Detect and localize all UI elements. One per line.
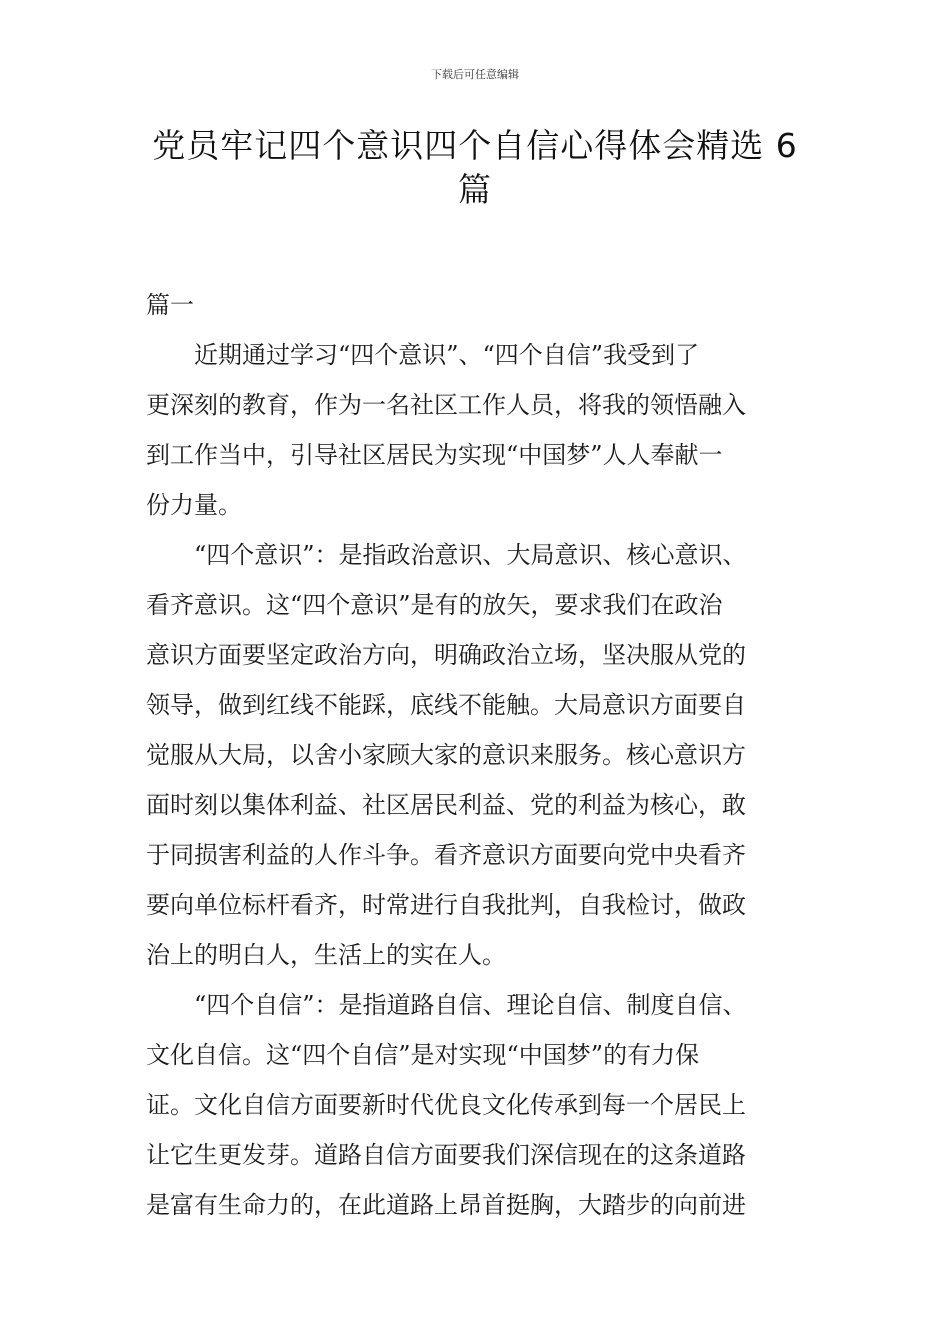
text-line: 于同损害利益的人作斗争。看齐意识方面要向党中央看齐 (146, 841, 746, 869)
section-label: 篇一 (146, 291, 194, 319)
text-line: 更深刻的教育，作为一名社区工作人员，将我的领悟融入 (146, 391, 746, 419)
text-line: 面时刻以集体利益、社区居民利益、党的利益为核心，敢 (146, 791, 746, 819)
text-line: 觉服从大局，以舍小家顾大家的意识来服务。核心意识方 (146, 741, 746, 769)
text-line: 让它生更发芽。道路自信方面要我们深信现在的这条道路 (146, 1141, 746, 1169)
text-line: 证。文化自信方面要新时代优良文化传承到每一个居民上 (146, 1091, 746, 1119)
text-line: 文化自信。这“四个自信”是对实现“中国梦”的有力保 (146, 1041, 700, 1069)
text-line: 近期通过学习“四个意识”、“四个自信”我受到了 (146, 341, 700, 369)
text-line: 领导，做到红线不能踩，底线不能触。大局意识方面要自 (146, 691, 746, 719)
text-line: 是富有生命力的，在此道路上昂首挺胸，大踏步的向前进 (146, 1191, 746, 1219)
text-line: “四个自信”：是指道路自信、理论自信、制度自信、 (146, 991, 747, 1019)
text-line: 要向单位标杆看齐，时常进行自我批判，自我检讨，做政 (146, 891, 746, 919)
text-line: “四个意识”：是指政治意识、大局意识、核心意识、 (146, 541, 747, 569)
title-line: 党员牢记四个意识四个自信心得体会精选 6 (152, 126, 798, 165)
header-note: 下载后可任意编辑 (431, 68, 519, 81)
text-line: 到工作当中，引导社区居民为实现“中国梦”人人奉献一 (146, 441, 723, 469)
document-title (130, 124, 820, 212)
paragraph (146, 530, 836, 980)
paragraph (146, 330, 836, 530)
text-line: 意识方面要坚定政治方向，明确政治立场，坚决服从党的 (146, 641, 746, 669)
title-line: 篇 (458, 170, 492, 209)
text-line: 治上的明白人，生活上的实在人。 (146, 941, 506, 969)
text-line: 看齐意识。这“四个意识”是有的放矢，要求我们在政治 (146, 591, 723, 619)
document-body (146, 280, 836, 1230)
text-line: 份力量。 (146, 491, 242, 519)
paragraph (146, 980, 836, 1230)
